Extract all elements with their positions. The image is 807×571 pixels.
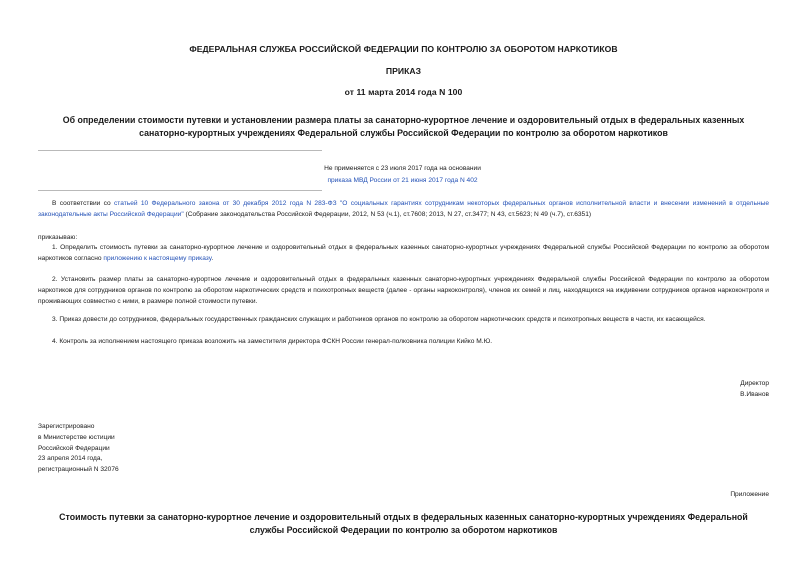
item-3: 3. Приказ довести до сотрудников, федеральных государственных гражданских служащих и работников органов по контролю за оборотом наркотических средств и психотропных веществ в части, их касающейся. [52,316,706,323]
appendix-label: Приложение [730,491,769,498]
registration-line4: 23 апреля 2014 года, [38,455,103,463]
status-note [250,163,555,187]
registration-line2: в Министерстве юстиции [38,433,115,441]
item-1-end: . [211,254,214,262]
signature-position: Директор [740,380,769,387]
registration-line1: Зарегистрировано [38,423,95,430]
divider-bottom [38,190,322,191]
item-4: 4. Контроль за исполнением настоящего приказа возложить на заместителя директора ФСКН России генерал-полковника полиции Кийко М.Ю. [52,338,493,345]
doc-title-line1: Об определении стоимости путевки и установлении размера платы за санаторно-курортное лечение и оздоровительный отдых в федеральных казенных [62,115,745,125]
item-1-text: 1. Определить стоимость путевки за санаторно-курортное лечение и оздоровительный отдых в федеральных казенных санаторно-курортных учреждениях Федеральной службы Российской Федерации по контролю за оборотом наркотиков согласно [38,244,769,262]
status-note-link[interactable]: приказа МВД России от 21 июня 2017 года N 402 [327,177,478,184]
appendix-title [30,511,777,536]
appendix-link[interactable]: приложению к настоящему приказу [103,254,212,262]
preamble-suffix: (Собрание законодательства Российской Федерации, 2012, N 53 (ч.1), ст.7608; 2013, N 27, ст.3477; N 43, ст.5623; N 49 (ч.7), ст.6351) [183,210,592,218]
registration-line5: регистрационный N 32076 [38,466,119,474]
item-2: 2. Установить размер платы за санаторно-курортное лечение и оздоровительный отдых в федеральных казенных санаторно-курортных учреждениях Федеральной службы Российской Федерации по контролю за оборотом наркотиков для сотрудников органов по контролю за оборотом наркотических средств и психотропных веществ (далее - органы наркоконтроля), членов их семей и лиц, находящихся на иждивении сотрудников органов наркоконтроля и проживающих совместно с ними, в размере полной стоимости путевки. [38,276,769,305]
doc-date-number: от 11 марта 2014 года N 100 [344,87,463,97]
law-article-link[interactable]: статьей 10 Федерального закона от 30 декабря 2012 года N 283-ФЗ "О социальных гарантиях сотрудникам некоторых федеральных органов исполнительной власти и внесении изменений в отдельные законодательные акты Российской Федерации" [38,200,769,218]
divider-top [38,150,322,151]
doc-title [30,114,777,139]
registration-line3: Российской Федерации [38,444,110,452]
status-note-text: Не применяется с 23 июля 2017 года на основании [324,165,481,172]
appendix-title-line1: Стоимость путевки за санаторно-курортное лечение и оздоровительный отдых в федеральных казенных санаторно-курортных учреждениях Федеральной [59,512,748,522]
doc-title-line2: санаторно-курортных учреждениях Федеральной службы Российской Федерации по контролю за оборотом наркотиков [139,127,668,138]
item-1 [38,243,769,265]
preamble-prefix: В соответствии со [52,200,114,207]
preamble-paragraph [38,199,769,221]
doc-type: ПРИКАЗ [385,66,422,76]
signature-block [600,379,769,401]
appendix-title-line2: службы Российской Федерации по контролю за оборотом наркотиков [249,524,558,535]
signature-name: В.Иванов [740,390,769,398]
order-word: приказываю: [38,234,78,241]
agency-name: ФЕДЕРАЛЬНАЯ СЛУЖБА РОССИЙСКОЙ ФЕДЕРАЦИИ ПО КОНТРОЛЮ ЗА ОБОРОТОМ НАРКОТИКОВ [189,44,618,54]
registration-block [38,422,238,476]
